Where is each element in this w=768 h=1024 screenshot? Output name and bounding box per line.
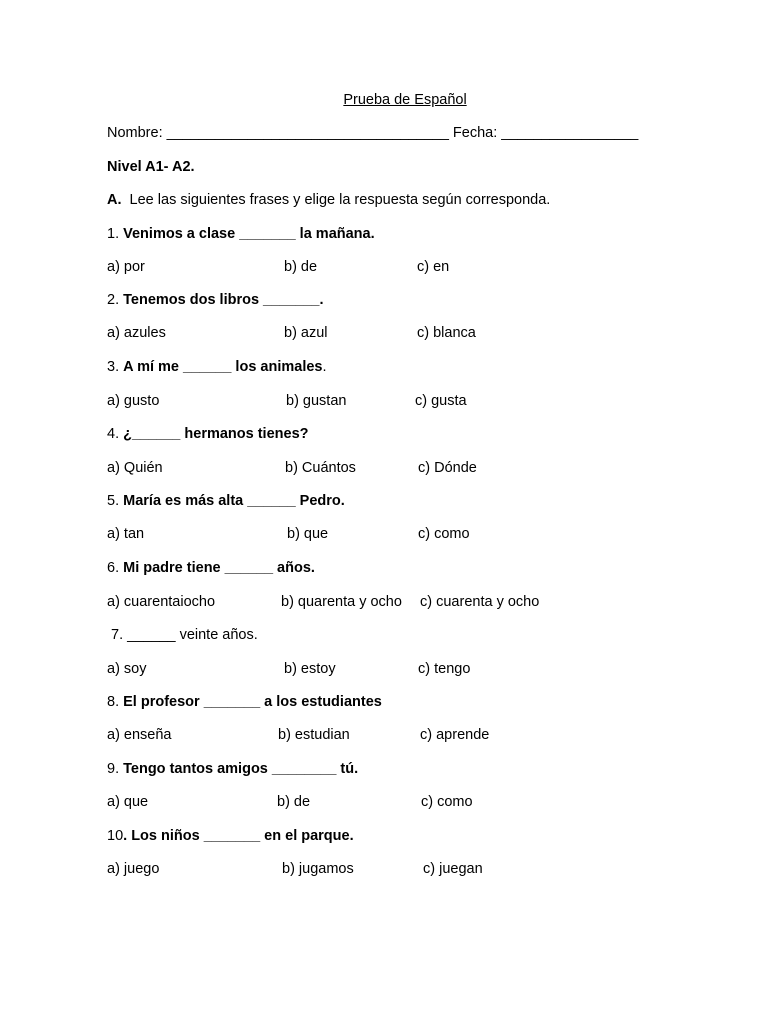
question-text: El profesor _______ a los estudiantes — [123, 694, 382, 710]
option-a: a) tan — [107, 526, 145, 542]
question-3 — [107, 358, 327, 376]
question-text: Mi padre tiene ______ años. — [123, 560, 315, 576]
question-text: Tenemos dos libros _______. — [123, 292, 324, 308]
section-letter: A. — [107, 192, 122, 208]
question-text: . Los niños _______ en el parque. — [123, 828, 354, 844]
question-4 — [107, 425, 309, 443]
question-2 — [107, 291, 324, 309]
option-a: a) por — [107, 259, 145, 275]
question-number: 2. — [107, 292, 124, 308]
option-c: c) blanca — [417, 325, 476, 341]
question-number: 4. — [107, 426, 124, 442]
option-b: b) Cuántos — [285, 460, 356, 476]
option-b: b) estudian — [278, 727, 350, 743]
date-label: Fecha: — [448, 125, 502, 141]
date-blank: _________________ — [501, 125, 639, 141]
question-text: Venimos a clase _______ la mañana. — [123, 226, 375, 242]
option-b: b) de — [284, 259, 318, 275]
option-b: b) de — [277, 794, 311, 810]
option-b: b) jugamos — [282, 861, 354, 877]
question-text: ¿______ hermanos tienes? — [123, 426, 309, 442]
question-number: 10 — [107, 828, 124, 844]
question-number: 7. — [107, 627, 128, 643]
question-10 — [107, 827, 354, 845]
option-c: c) cuarenta y ocho — [420, 594, 540, 610]
question-number: 6. — [107, 560, 124, 576]
option-c: c) juegan — [423, 861, 483, 877]
option-a: a) que — [107, 794, 149, 810]
question-9 — [107, 760, 358, 778]
question-number: 3. — [107, 359, 124, 375]
instruction-text: Lee las siguientes frases y elige la respuesta según corresponda. — [121, 192, 551, 208]
question-1 — [107, 225, 375, 243]
option-b: b) gustan — [286, 393, 347, 409]
question-number: 9. — [107, 761, 124, 777]
option-b: b) quarenta y ocho — [281, 594, 402, 610]
option-a: a) cuarentaiocho — [107, 594, 216, 610]
option-a: a) enseña — [107, 727, 172, 743]
page-title: Prueba de Español — [343, 92, 467, 108]
instruction-line — [107, 191, 550, 209]
question-7 — [107, 626, 258, 644]
question-6 — [107, 559, 315, 577]
option-c: c) aprende — [420, 727, 490, 743]
question-text: ______ veinte años. — [127, 627, 258, 643]
option-c: c) tengo — [418, 661, 471, 677]
option-b: b) azul — [284, 325, 328, 341]
question-5 — [107, 492, 345, 510]
question-number: 1. — [107, 226, 124, 242]
option-a: a) soy — [107, 661, 147, 677]
option-a: a) azules — [107, 325, 166, 341]
question-suffix: . — [322, 359, 327, 375]
question-number: 8. — [107, 694, 124, 710]
option-c: c) como — [421, 794, 473, 810]
question-number: 5. — [107, 493, 124, 509]
option-a: a) juego — [107, 861, 160, 877]
question-text: Tengo tantos amigos ________ tú. — [123, 761, 359, 777]
option-b: b) estoy — [284, 661, 336, 677]
option-c: c) Dónde — [418, 460, 477, 476]
question-8 — [107, 693, 382, 711]
name-blank: ___________________________________ — [166, 125, 449, 141]
option-a: a) Quién — [107, 460, 163, 476]
option-a: a) gusto — [107, 393, 160, 409]
level-heading: Nivel A1- A2. — [107, 159, 195, 175]
question-text: A mí me ______ los animales — [123, 359, 323, 375]
option-c: c) en — [417, 259, 450, 275]
option-c: c) gusta — [415, 393, 467, 409]
name-label: Nombre: — [107, 125, 167, 141]
name-date-line — [107, 124, 638, 142]
option-c: c) como — [418, 526, 470, 542]
question-text: María es más alta ______ Pedro. — [123, 493, 345, 509]
option-b: b) que — [287, 526, 329, 542]
